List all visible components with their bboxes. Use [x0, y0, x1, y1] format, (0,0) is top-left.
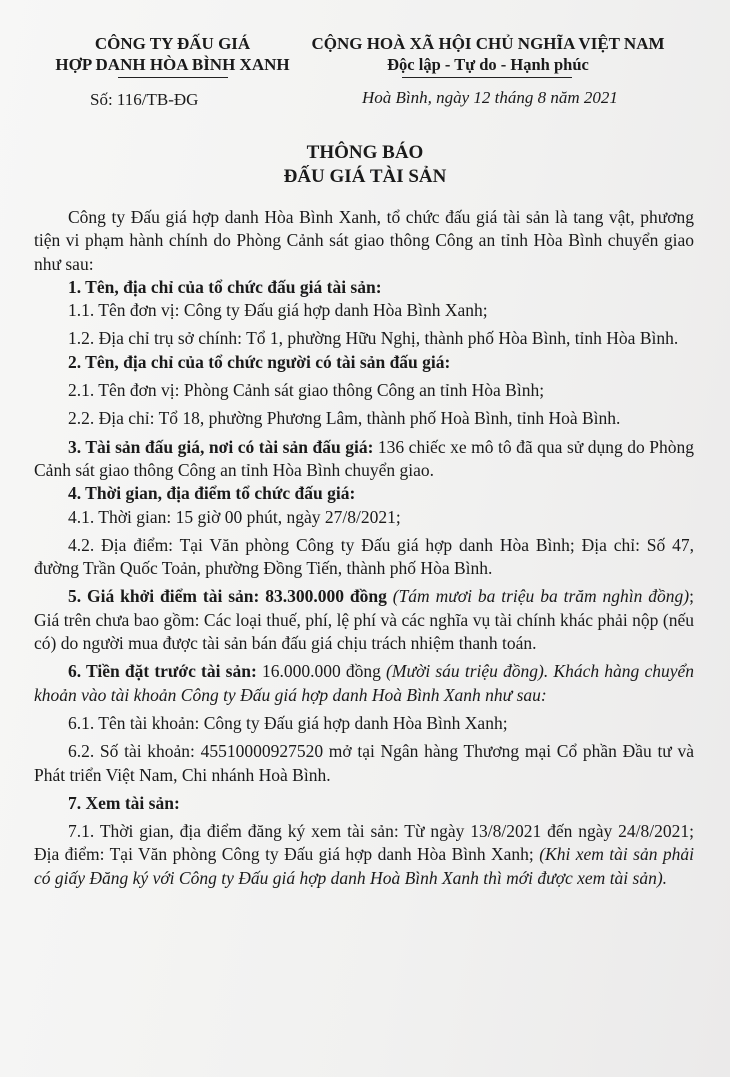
document-body — [34, 206, 694, 890]
section-2-1: 2.1. Tên đơn vị: Phòng Cảnh sát giao thông Công an tỉnh Hòa Bình; — [68, 380, 545, 401]
section-3-heading: 3. Tài sản đấu giá, nơi có tài sản đấu giá: — [68, 436, 374, 457]
section-6-instructions: (Mười sáu triệu đồng). Khách hàng chuyển khoản vào tài khoản Công ty Đấu giá hợp danh Hoà Bình Xanh như sau: — [34, 661, 695, 705]
section-6-heading: 6. Tiền đặt trước tài sản: — [68, 661, 257, 682]
section-7-heading: 7. Xem tài sản: — [68, 792, 180, 813]
section-6-amount: 16.000.000 đồng — [256, 661, 387, 682]
issuer-block — [55, 33, 290, 75]
section-5-heading: 5. Giá khởi điểm tài sản: — [68, 586, 260, 607]
section-7-1-text: 7.1. Thời gian, địa điểm đăng ký xem tài sản: Từ ngày 13/8/2021 đến ngày 24/8/2021; Địa điểm: Tại Văn phòng Công ty Đấu giá hợp danh Hòa Bình Xanh; — [34, 821, 694, 865]
section-4-2: 4.2. Địa điểm: Tại Văn phòng Công ty Đấu giá hợp danh Hòa Bình; Địa chỉ: Số 47, đường Trần Quốc Toản, phường Đồng Tiến, thành phố Hòa Bình. — [34, 534, 694, 579]
issuer-underline — [118, 77, 228, 78]
section-7-1-note: (Khi xem tài sản phải có giấy Đăng ký với Công ty Đấu giá hợp danh Hoà Bình Xanh thì mới được xem tài sản). — [34, 844, 694, 888]
issuer-name-line1: CÔNG TY ĐẤU GIÁ — [94, 34, 251, 53]
section-6-2: 6.2. Số tài khoản: 45510000927520 mở tại Ngân hàng Thương mại Cổ phần Đầu tư và Phát triển Việt Nam, Chi nhánh Hoà Bình. — [34, 741, 694, 785]
section-6-1: 6.1. Tên tài khoản: Công ty Đấu giá hợp danh Hòa Bình Xanh; — [68, 712, 508, 733]
motto-underline — [402, 77, 572, 78]
section-6 — [34, 660, 694, 707]
section-1-2: 1.2. Địa chỉ trụ sở chính: Tổ 1, phường Hữu Nghị, thành phố Hòa Bình, tỉnh Hòa Bình. — [68, 328, 679, 349]
intro-paragraph: Công ty Đấu giá hợp danh Hòa Bình Xanh, tổ chức đấu giá tài sản là tang vật, phương tiện vi phạm hành chính do Phòng Cảnh sát giao thông Công an tỉnh Hòa Bình chuyển giao như sau: — [34, 207, 694, 274]
section-3-text: 136 chiếc xe mô tô đã qua sử dụng do Phòng Cảnh sát giao thông Công an tỉnh Hòa Bình chuyển giao. — [34, 436, 695, 480]
section-2-2: 2.2. Địa chỉ: Tổ 18, phường Phương Lâm, thành phố Hoà Bình, tỉnh Hoà Bình. — [68, 408, 621, 429]
section-5-details: ; Giá trên chưa bao gồm: Các loại thuế, phí, lệ phí và các nghĩa vụ tài chính khác phải nộp (nếu có) do người mua được tài sản bán đấu giá chịu trách nhiệm thanh toán. — [34, 586, 695, 654]
section-1-heading: 1. Tên, địa chỉ của tổ chức đấu giá tài sản: — [68, 276, 382, 297]
issuer-name-line2: HỢP DANH HÒA BÌNH XANH — [55, 55, 290, 74]
section-5-amount-words: (Tám mươi ba triệu ba trăm nghìn đồng) — [392, 586, 690, 607]
document-number: Số: 116/TB-ĐG — [90, 90, 199, 109]
section-3 — [34, 436, 694, 483]
section-7-1 — [34, 820, 694, 890]
national-heading-block — [288, 33, 688, 75]
national-motto: Độc lập - Tự do - Hạnh phúc — [387, 55, 589, 74]
place-and-date: Hoà Bình, ngày 12 tháng 8 năm 2021 — [362, 88, 618, 107]
document-subtitle: ĐẤU GIÁ TÀI SẢN — [283, 166, 447, 187]
section-5 — [34, 585, 694, 655]
section-5-amount: 83.300.000 đồng — [259, 586, 393, 607]
section-4-1: 4.1. Thời gian: 15 giờ 00 phút, ngày 27/8/2021; — [68, 506, 401, 527]
document-title: THÔNG BÁO — [306, 142, 424, 163]
national-name: CỘNG HOÀ XÃ HỘI CHỦ NGHĨA VIỆT NAM — [311, 34, 665, 53]
section-1-1: 1.1. Tên đơn vị: Công ty Đấu giá hợp danh Hòa Bình Xanh; — [68, 300, 488, 321]
section-4-heading: 4. Thời gian, địa điểm tổ chức đấu giá: — [68, 483, 356, 504]
section-2-heading: 2. Tên, địa chỉ của tổ chức người có tài sản đấu giá: — [68, 351, 451, 372]
